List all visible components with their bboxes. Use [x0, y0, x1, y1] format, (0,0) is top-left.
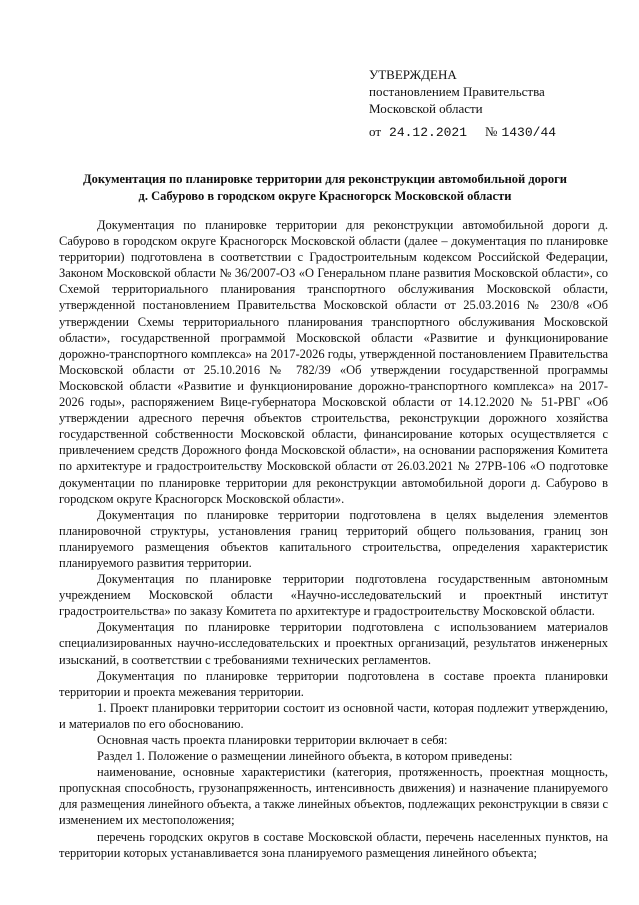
- document-body: [59, 217, 608, 861]
- body-paragraph: Документация по планировке территории подготовлена государственным автономным учреждением Московской области «Научно-исследовательский и проектный институт градостроительства» по заказу Комитета по архитектуре и градостроительству Московской области.: [59, 572, 608, 619]
- decree-date: 24.12.2021: [389, 125, 468, 140]
- body-paragraph: Документация по планировке территории подготовлена в целях выделения элементов планировочной структуры, установления границ территорий общего пользования, границ зон планируемого размещения объектов капитального строительства, определения характеристик планируемого развития территории.: [59, 507, 608, 570]
- body-paragraph: 1. Проект планировки территории состоит из основной части, которая подлежит утверждению, и материалов по его обоснованию.: [59, 700, 608, 731]
- approval-line: УТВЕРЖДЕНА: [369, 67, 457, 82]
- body-paragraph: Документация по планировке территории для реконструкции автомобильной дороги д. Сабурово в городском округе Красногорск Московской области (далее – документация по планировке территории) подготовлена в соответствии с Градостроительным кодексом Российской Федерации, Законом Московской области № 36/2007-ОЗ «О Генеральном плане развития Московской области», со Схемой территориального планирования транспортного обслуживания Московской области, утвержденной постановлением Правительства Московской области от 25.03.2016 № 230/8 «Об утверждении Схемы территориального планирования транспортного обслуживания Московской области», государственной программой Московской области «Развитие и функционирование дорожно-транспортного комплекса» на 2017-2026 годы, утвержденной постановлением Правительства Московской области от 25.10.2016 № 782/39 «Об утверждении государственной программы Московской области «Развитие и функционирование дорожно-транспортного комплекса» на 2017-2026 годы», распоряжением Вице-губернатора Московской области от 14.12.2020 № 51-РВГ «Об утверждении адресного перечня объектов строительства, реконструкции дорожного хозяйства государственной собственности Московской области, финансирование которых осуществляется с привлечением средств Дорожного фонда Московской области», на основании распоряжения Комитета по архитектуре и градостроительству Московской области от 26.03.2021 № 27РВ-106 «О подготовке документации по планировке территории для реконструкции автомобильной дороги д. Сабурово в городском округе Красногорск Московской области».: [59, 218, 608, 506]
- title-line-2: д. Сабурово в городском округе Красногорск Московской области: [138, 189, 512, 203]
- title-line-1: Документация по планировке территории для реконструкции автомобильной дороги: [82, 172, 568, 186]
- approval-line: постановлением Правительства: [369, 84, 545, 99]
- decree-number-prefix: №: [485, 124, 498, 139]
- body-paragraph: Раздел 1. Положение о размещении линейного объекта, в котором приведены:: [97, 749, 513, 764]
- decree-number: 1430/44: [501, 125, 557, 140]
- decree-date-number: [369, 124, 556, 140]
- document-title: [60, 171, 590, 205]
- approval-stamp: [369, 66, 609, 117]
- decree-date-prefix: от: [369, 124, 382, 139]
- body-paragraph: Документация по планировке территории подготовлена с использованием материалов специализированных научно-исследовательских и проектных организаций, результатов инженерных изысканий, в соответствии с требованиями технических регламентов.: [59, 620, 608, 667]
- body-paragraph: наименование, основные характеристики (категория, протяженность, проектная мощность, пропускная способность, грузонапряженность, интенсивность движения) и назначение планируемого для размещения линейного объекта, а также линейных объектов, подлежащих реконструкции в связи с изменением их местоположения;: [59, 765, 608, 828]
- approval-line: Московской области: [369, 101, 483, 116]
- body-paragraph: перечень городских округов в составе Московской области, перечень населенных пунктов, на территории которых устанавливается зона планируемого размещения линейного объекта;: [59, 829, 608, 860]
- body-paragraph: Основная часть проекта планировки территории включает в себя:: [97, 733, 448, 747]
- body-paragraph: Документация по планировке территории подготовлена в составе проекта планировки территории и проекта межевания территории.: [59, 668, 608, 699]
